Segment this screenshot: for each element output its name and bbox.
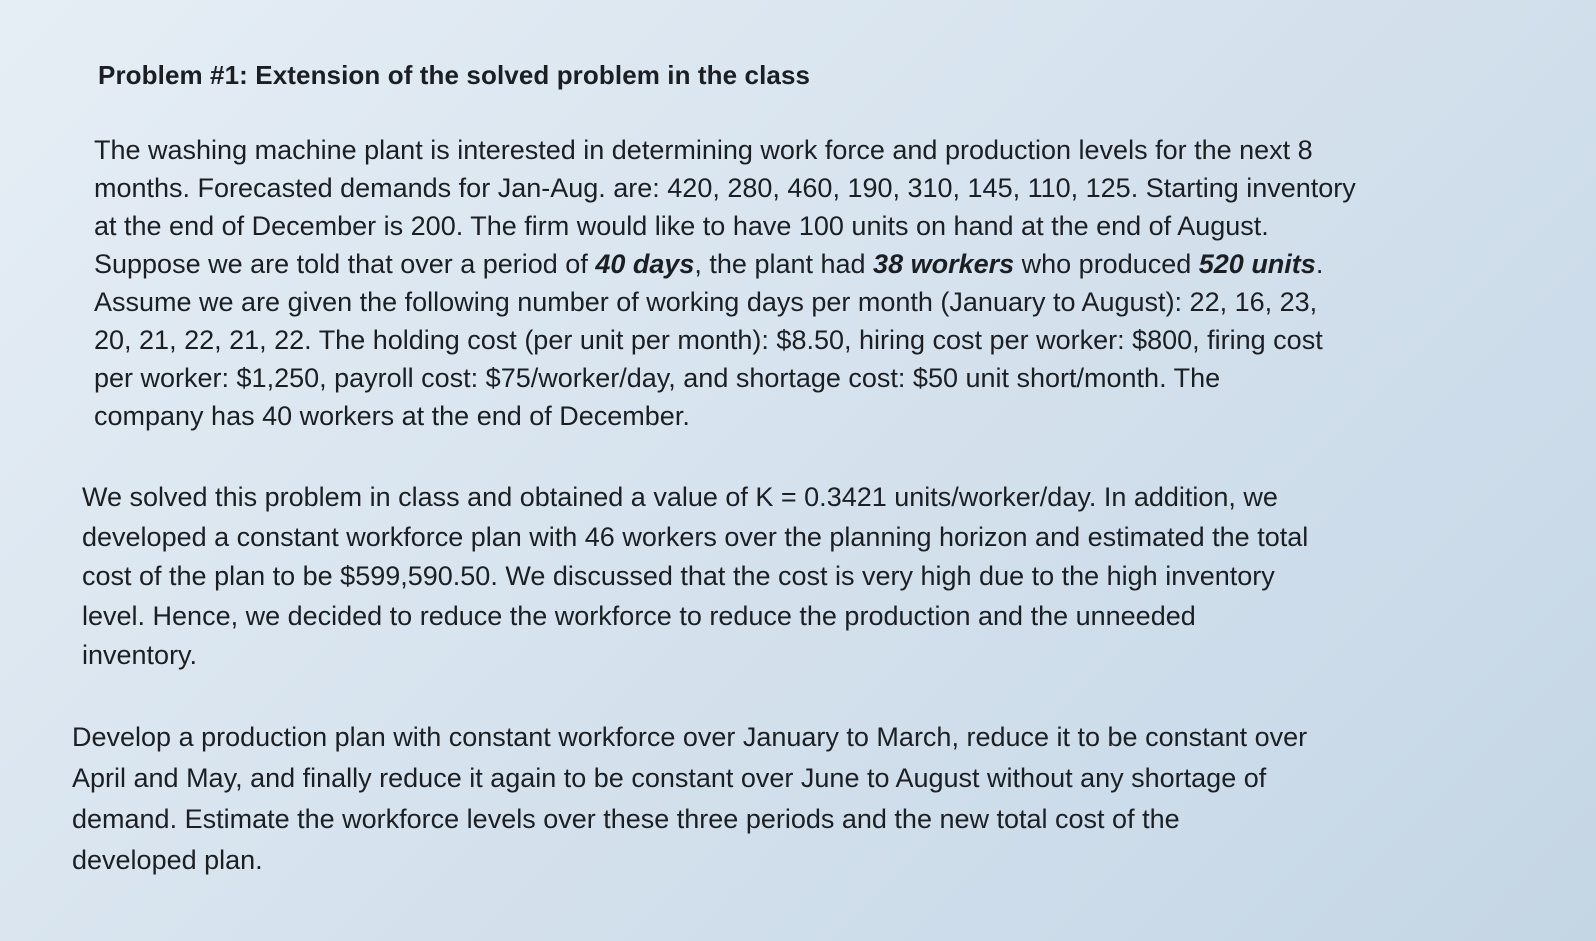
text-run: at the end of December is 200. The firm would like to have 100 units on hand at the end of August. [94, 211, 1269, 241]
text-line [94, 283, 1494, 321]
text-run: Suppose we are told that over a period of [94, 249, 596, 279]
text-run: months. Forecasted demands for Jan-Aug. are: 420, 280, 460, 190, 310, 145, 110, 125. Starting inventory [94, 173, 1356, 203]
document-page [60, 44, 1530, 914]
text-line [82, 636, 1502, 676]
text-line [82, 518, 1502, 558]
text-line [72, 717, 1512, 758]
text-run: 20, 21, 22, 21, 22. The holding cost (per unit per month): $8.50, hiring cost per worker: $800, firing cost [94, 325, 1323, 355]
text-line [94, 207, 1494, 245]
text-line [94, 245, 1494, 283]
text-line [82, 478, 1502, 518]
problem-statement-paragraph [94, 131, 1494, 435]
text-run: Develop a production plan with constant workforce over January to March, reduce it to be constant over [72, 722, 1308, 752]
emphasized-value: 40 days [595, 249, 695, 279]
emphasized-value: 38 workers [873, 249, 1015, 279]
text-line [82, 597, 1502, 637]
text-run: demand. Estimate the workforce levels over these three periods and the new total cost of the [72, 804, 1180, 834]
task-paragraph [72, 717, 1512, 881]
text-line [72, 758, 1512, 799]
text-line [72, 840, 1512, 881]
text-run: cost of the plan to be $599,590.50. We discussed that the cost is very high due to the high inventory [82, 561, 1275, 591]
text-run: April and May, and finally reduce it again to be constant over June to August without any shortage of [72, 763, 1267, 793]
text-run: developed plan. [72, 845, 263, 875]
text-run: developed a constant workforce plan with 46 workers over the planning horizon and estimated the total [82, 521, 1309, 552]
emphasized-value: 520 units [1198, 249, 1316, 279]
text-run: per worker: $1,250, payroll cost: $75/worker/day, and shortage cost: $50 unit short/month. The [94, 363, 1221, 393]
text-line [94, 397, 1494, 435]
text-run: level. Hence, we decided to reduce the workforce to reduce the production and the unneeded [82, 600, 1196, 631]
text-run: . [1315, 249, 1324, 279]
text-run: The washing machine plant is interested in determining work force and production levels for the next 8 [94, 135, 1313, 165]
text-run: inventory. [82, 640, 198, 670]
text-line [94, 131, 1494, 169]
text-run: Assume we are given the following number of working days per month (January to August): 22, 16, 23, [94, 287, 1318, 317]
text-run: , the plant had [694, 249, 874, 279]
text-line [94, 169, 1494, 207]
problem-title: Problem #1: Extension of the solved problem in the class [98, 60, 811, 90]
class-solution-paragraph [82, 478, 1502, 676]
text-run: We solved this problem in class and obtained a value of K = 0.3421 units/worker/day. In addition, we [82, 482, 1278, 512]
text-run: company has 40 workers at the end of December. [94, 401, 690, 431]
text-line [94, 321, 1494, 359]
text-line [82, 557, 1502, 597]
text-run: who produced [1014, 249, 1199, 279]
text-line [72, 799, 1512, 840]
text-line [94, 359, 1494, 397]
